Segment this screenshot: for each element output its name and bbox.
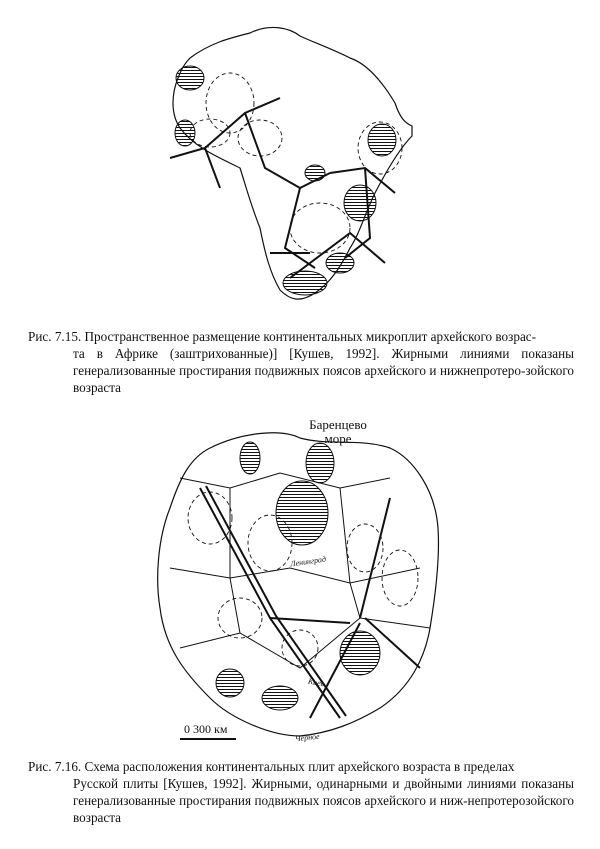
leningrad-label: Ленинград [289, 554, 327, 569]
figure-2-caption-rest: Русской плиты [Кушев, 1992]. Жирными, одинарными и двойными линиями показаны генерализованные простирания подвижных поясов архейского и ниж-непротерозойского возраста [73, 776, 574, 825]
barents-sea-label: Баренцево море [309, 417, 367, 446]
plate [276, 481, 328, 545]
plate [240, 442, 260, 474]
figure-2-caption-line1: Рис. 7.16. Схема расположения континентальных плит архейского возраста в пределах [28, 759, 515, 774]
russian-plate-map-drawing [150, 418, 440, 743]
scale-bar [180, 738, 236, 740]
plate [283, 271, 327, 295]
plate [176, 66, 204, 90]
africa-map-figure [150, 18, 420, 308]
scale-label: 0 300 км [184, 722, 228, 736]
kiev-label: Киев [307, 676, 326, 689]
plate [216, 669, 244, 697]
plate [175, 120, 195, 146]
africa-map-drawing [150, 18, 420, 308]
plate [326, 253, 354, 273]
plate [305, 165, 325, 181]
figure-2-caption [28, 758, 574, 826]
russian-plate-map-figure [150, 418, 440, 743]
plate [344, 185, 376, 221]
africa-coastline [173, 27, 412, 299]
black-sea-label: Черное [294, 731, 320, 744]
figure-1-caption [28, 328, 574, 396]
figure-1-caption-rest: та в Африке (заштрихованные)] [Кушев, 1992]. Жирными линиями показаны генерализованные простирания подвижных поясов архейского и нижнепротеро-зойского возраста [73, 346, 574, 395]
plate [306, 443, 334, 483]
plate [368, 124, 396, 156]
plate [340, 631, 380, 675]
plate-outline [158, 433, 439, 736]
plate [262, 686, 298, 710]
figure-1-caption-line1: Рис. 7.15. Пространственное размещение континентальных микроплит архейского возрас- [28, 329, 537, 344]
